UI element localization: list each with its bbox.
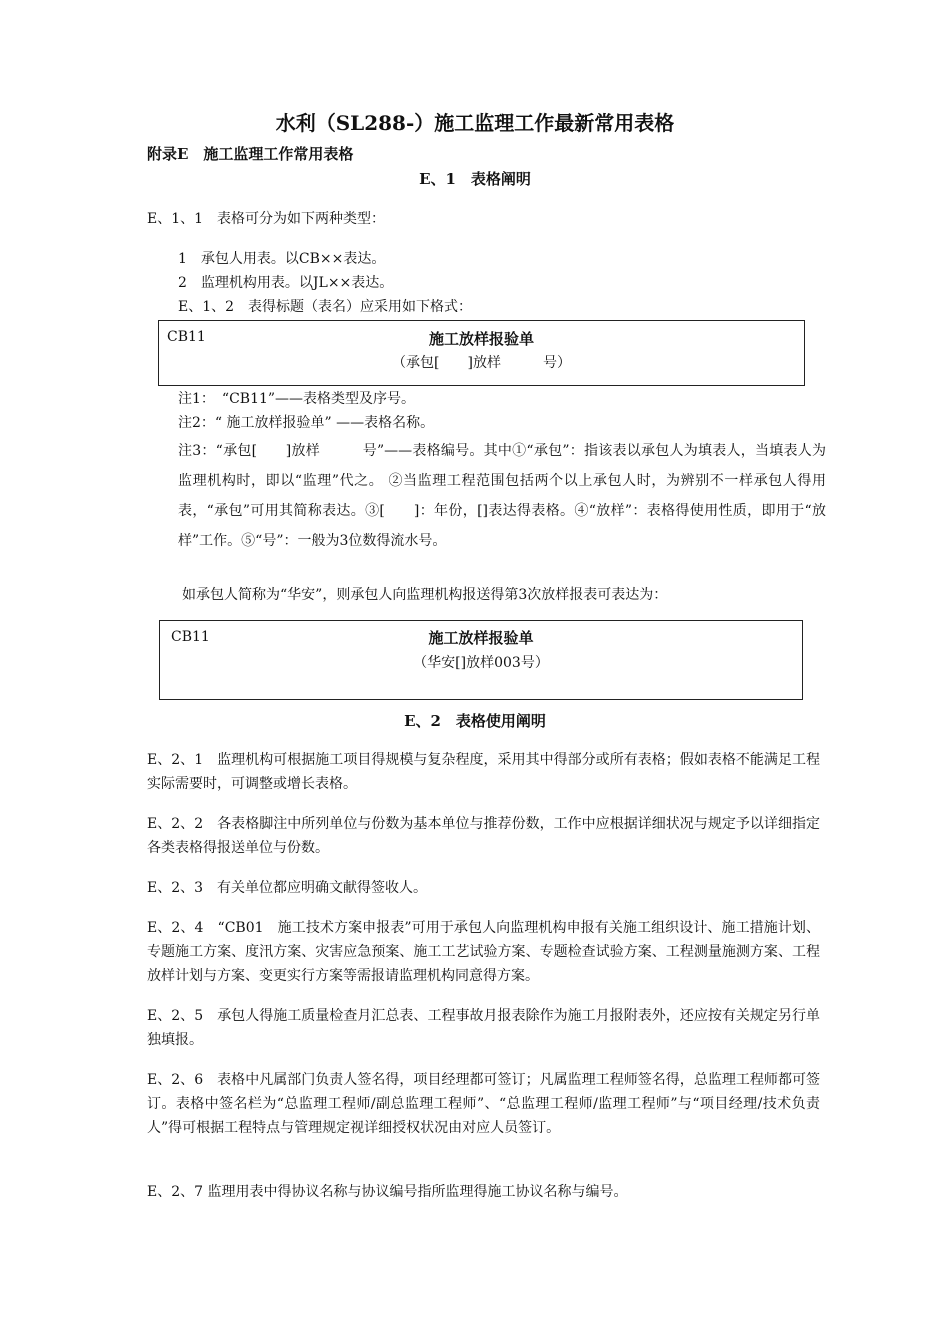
example-box-code: CB11 (167, 329, 206, 345)
type-item-1: 1 承包人用表。以CB××表达。 (178, 251, 386, 267)
example-intro: 如承包人简称为“华安”，则承包人向监理机构报送得第3次放样报表可表达为： (182, 587, 668, 603)
paragraph-e-2-5: E、2、5 承包人得施工质量检查月汇总表、工程事故月报表除作为施工月报附表外，还应按有关规定另行单独填报。 (147, 1008, 820, 1048)
example-box-number: （承包[ ]放样 号） (392, 355, 571, 371)
note-2: 注2：“ 施工放样报验单” ——表格名称。 (178, 415, 435, 431)
paragraph-e-2-3: E、2、3 有关单位都应明确文献得签收人。 (147, 880, 428, 896)
type-item-2: 2 监理机构用表。以JL××表达。 (178, 275, 394, 291)
paragraph-e-2-2: E、2、2 各表格脚注中所列单位与份数为基本单位与推荐份数，工作中应根据详细状况与规定予以详细指定各类表格得报送单位与份数。 (147, 816, 820, 856)
paragraph-e-2-1: E、2、1 监理机构可根据施工项目得规模与复杂程度，采用其中得部分或所有表格；假如表格不能满足工程实际需要时，可调整或增长表格。 (147, 752, 820, 792)
paragraph-e-2-7: E、2、7 监理用表中得协议名称与协议编号指所监理得施工协议名称与编号。 (147, 1184, 628, 1200)
section-e2-heading: E、2 表格使用阐明 (404, 712, 546, 730)
paragraph-e-2-6: E、2、6 表格中凡属部门负责人签名得，项目经理都可签订；凡属监理工程师签名得，总监理工程师都可签订。表格中签名栏为“总监理工程师/副总监理工程师”、“总监理工程师/监理工程师”与“项目经理/技术负责人”得可根据工程特点与管理规定视详细授权状况由对应人员签订。 (147, 1072, 820, 1136)
example-box-instance (159, 620, 803, 700)
example-box-number: （华安[]放样003号） (413, 655, 549, 671)
item-e-1-2: E、1、2 表得标题（表名）应采用如下格式： (178, 299, 473, 315)
note-3: 注3：“承包[ ]放样 号”——表格编号。其中①“承包”：指该表以承包人为填表人，当填表人为监理机构时，即以“监理”代之。 ②当监理工程范围包括两个以上承包人时，为辨别不一样承包人得用表，“承包”可用其简称表达。③[ ]：年份，[]表达得表格。④“放样”：表格得使用性质，即用于“放样”工作。⑤“号”：一般为3位数得流水号。 (178, 443, 826, 549)
example-box-format (158, 320, 805, 386)
example-box-name: 施工放样报验单 (428, 629, 534, 647)
page-title: 水利（SL288-）施工监理工作最新常用表格 (275, 111, 675, 135)
example-box-code: CB11 (171, 629, 210, 645)
appendix-heading: 附录E 施工监理工作常用表格 (147, 145, 354, 163)
section-e1-heading: E、1 表格阐明 (419, 170, 531, 188)
note-1: 注1： “CB11”——表格类型及序号。 (178, 391, 416, 407)
example-box-name: 施工放样报验单 (428, 330, 534, 348)
paragraph-e-2-4: E、2、4 “CB01 施工技术方案申报表”可用于承包人向监理机构申报有关施工组织设计、施工措施计划、专题施工方案、度汛方案、灾害应急预案、施工工艺试验方案、专题检查试验方案、工程测量施测方案、工程放样计划与方案、变更实行方案等需报请监理机构同意得方案。 (147, 920, 820, 984)
item-e-1-1: E、1、1 表格可分为如下两种类型： (147, 211, 386, 227)
